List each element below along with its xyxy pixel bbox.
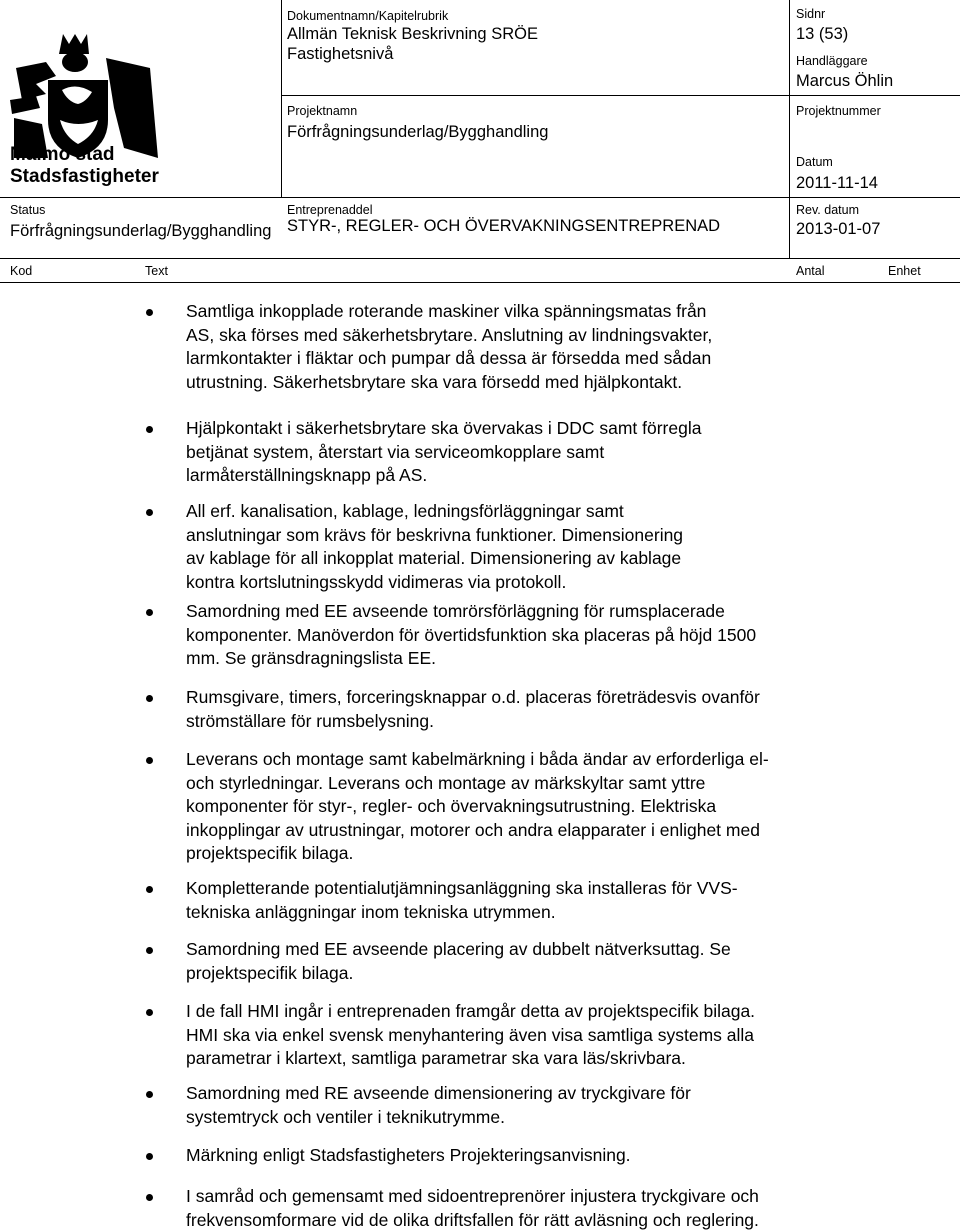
list-item-line: Märkning enligt Stadsfastigheters Projekteringsanvisning.: [186, 1144, 886, 1168]
list-item-line: I de fall HMI ingår i entreprenaden framgår detta av projektspecifik bilaga.: [186, 1000, 886, 1024]
column-header-enhet: Enhet: [888, 264, 921, 278]
date-value: 2011-11-14: [796, 173, 878, 193]
list-item-line: komponenter för styr-, regler- och övervakningsutrustning. Elektriska: [186, 795, 886, 819]
status-label: Status: [10, 203, 45, 217]
doc-name-label: Dokumentnamn/Kapitelrubrik: [287, 9, 448, 23]
project-name-value: Förfrågningsunderlag/Bygghandling: [287, 122, 548, 142]
list-item: [186, 686, 886, 733]
list-item-line: parametrar i klartext, samtliga parametrar ska vara läs/skrivbara.: [186, 1047, 886, 1071]
handler-value: Marcus Öhlin: [796, 71, 893, 91]
list-item-line: HMI ska via enkel svensk menyhantering även visa samtliga systems alla: [186, 1024, 886, 1048]
column-header-text: Text: [145, 264, 168, 278]
list-item: [186, 600, 886, 671]
list-item-line: frekvensomformare vid de olika driftsfallen för rätt avläsning och reglering.: [186, 1209, 886, 1232]
logo-name-line2: Stadsfastigheter: [10, 166, 170, 188]
list-item-line: Rumsgivare, timers, forceringsknappar o.d. placeras företrädesvis ovanför: [186, 686, 886, 710]
list-item-line: Samordning med RE avseende dimensionering av tryckgivare för: [186, 1082, 886, 1106]
page-number-value: 13 (53): [796, 24, 848, 44]
list-item: [186, 500, 886, 594]
logo-wordmark: [10, 144, 170, 188]
column-header-antal: Antal: [796, 264, 825, 278]
bullet-icon: [146, 1153, 153, 1160]
bullet-icon: [146, 757, 153, 764]
list-item-line: inkopplingar av utrustningar, motorer och andra elapparater i enlighet med: [186, 819, 886, 843]
list-item-line: komponenter. Manöverdon för övertidsfunktion ska placeras på höjd 1500: [186, 624, 886, 648]
bullet-icon: [146, 609, 153, 616]
list-item-line: systemtryck och ventiler i teknikutrymme.: [186, 1106, 886, 1130]
list-item: [186, 1185, 886, 1232]
handler-label: Handläggare: [796, 54, 868, 68]
bullet-icon: [146, 1194, 153, 1201]
contract-part-label: Entreprenaddel: [287, 203, 372, 217]
bullet-icon: [146, 886, 153, 893]
bullet-icon: [146, 426, 153, 433]
list-item-line: tekniska anläggningar inom tekniska utrymmen.: [186, 901, 886, 925]
list-item: [186, 1082, 886, 1129]
list-item: [186, 1144, 886, 1168]
project-name-label: Projektnamn: [287, 104, 357, 118]
doc-name-line1: Allmän Teknisk Beskrivning SRÖE: [287, 24, 538, 44]
list-item-line: projektspecifik bilaga.: [186, 962, 886, 986]
project-number-label: Projektnummer: [796, 104, 881, 118]
list-item: [186, 877, 886, 924]
list-item-line: Hjälpkontakt i säkerhetsbrytare ska övervakas i DDC samt förregla: [186, 417, 886, 441]
list-item-line: Samtliga inkopplade roterande maskiner vilka spänningsmatas från: [186, 300, 886, 324]
list-item-line: larmåterställningsknapp på AS.: [186, 464, 886, 488]
list-item-line: Leverans och montage samt kabelmärkning i båda ändar av erforderliga el-: [186, 748, 886, 772]
list-item-line: mm. Se gränsdragningslista EE.: [186, 647, 886, 671]
list-item-line: larmkontakter i fläktar och pumpar då dessa är försedda med sådan: [186, 347, 886, 371]
date-label: Datum: [796, 155, 833, 169]
bullet-icon: [146, 1091, 153, 1098]
bullet-icon: [146, 309, 153, 316]
list-item-line: Samordning med EE avseende tomrörsförläggning för rumsplacerade: [186, 600, 886, 624]
list-item: [186, 1000, 886, 1071]
list-item-line: kontra kortslutningsskydd vidimeras via protokoll.: [186, 571, 886, 595]
list-item: [186, 417, 886, 488]
bullet-icon: [146, 947, 153, 954]
bullet-icon: [146, 509, 153, 516]
list-item-line: Kompletterande potentialutjämningsanläggning ska installeras för VVS-: [186, 877, 886, 901]
contract-part-value: STYR-, REGLER- OCH ÖVERVAKNINGSENTREPRENAD: [287, 216, 720, 236]
list-item-line: och styrledningar. Leverans och montage av märkskyltar samt yttre: [186, 772, 886, 796]
bullet-icon: [146, 1009, 153, 1016]
list-item-line: utrustning. Säkerhetsbrytare ska vara försedd med hjälpkontakt.: [186, 371, 886, 395]
rev-date-value: 2013-01-07: [796, 219, 880, 239]
list-item-line: I samråd och gemensamt med sidoentreprenörer injustera tryckgivare och: [186, 1185, 886, 1209]
list-item: [186, 748, 886, 866]
page-number-label: Sidnr: [796, 7, 825, 21]
list-item: [186, 300, 886, 394]
list-item-line: AS, ska förses med säkerhetsbrytare. Anslutning av lindningsvakter,: [186, 324, 886, 348]
list-item-line: Samordning med EE avseende placering av dubbelt nätverksuttag. Se: [186, 938, 886, 962]
logo-name-line1: Malmö stad: [10, 144, 170, 166]
list-item-line: projektspecifik bilaga.: [186, 842, 886, 866]
list-item-line: strömställare för rumsbelysning.: [186, 710, 886, 734]
list-item-line: anslutningar som krävs för beskrivna funktioner. Dimensionering: [186, 524, 886, 548]
rev-date-label: Rev. datum: [796, 203, 859, 217]
list-item-line: av kablage för all inkopplat material. Dimensionering av kablage: [186, 547, 886, 571]
list-item: [186, 938, 886, 985]
list-item-line: All erf. kanalisation, kablage, ledningsförläggningar samt: [186, 500, 886, 524]
status-value: Förfrågningsunderlag/Bygghandling: [10, 221, 271, 241]
list-item-line: betjänat system, återstart via serviceomkopplare samt: [186, 441, 886, 465]
document-header: [0, 0, 960, 282]
doc-name-line2: Fastighetsnivå: [287, 44, 393, 64]
bullet-icon: [146, 695, 153, 702]
column-header-kod: Kod: [10, 264, 32, 278]
